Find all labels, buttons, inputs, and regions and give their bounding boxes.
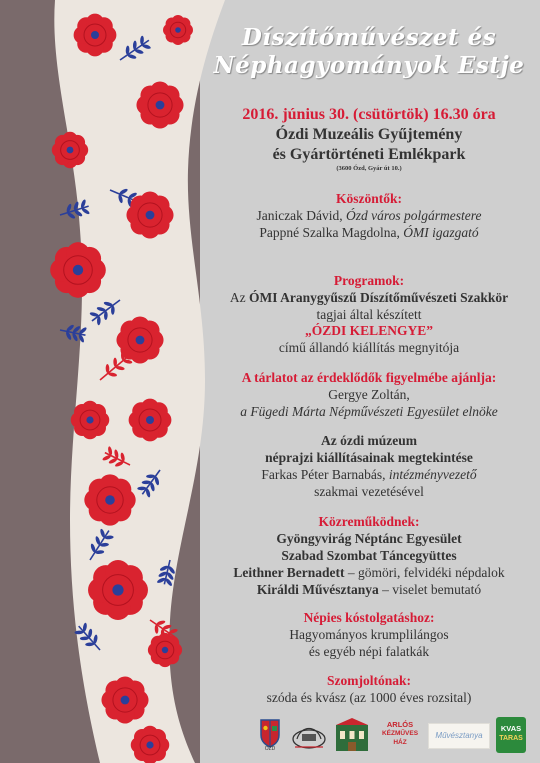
participants-line3: Leithner Bernadett – gömöri, felvidéki népdalok (233, 565, 505, 580)
programs-line4: című állandó kiállítás megnyitója (278, 340, 460, 355)
arlos-kezmuves-haz-logo: ARLÓS KÉZMŰVES HÁZ (381, 720, 419, 746)
muvesztanya-logo: Művésztanya (428, 723, 490, 749)
programs-line2: tagjai által készített (316, 307, 422, 322)
ozd-logo-label: ÓZD (264, 746, 276, 752)
venue-address: (3600 Ózd, Gyár út 10.) (336, 165, 402, 172)
venue-line1: Ózdi Muzeális Gyűjtemény (275, 126, 463, 143)
event-datetime: 2016. június 30. (csütörtök) 16.30 óra (242, 106, 496, 123)
embroidered-flower (116, 316, 163, 363)
poster-title-line2: Néphagyományok Estje (213, 52, 525, 79)
participants-line1: Gyöngyvirág Néptánc Egyesület (276, 531, 462, 546)
participants-heading: Közreműködnek: (318, 514, 420, 529)
embroidered-flower (74, 14, 117, 57)
embroidered-flower (136, 81, 183, 128)
museum-line1: Az ózdi múzeum (321, 433, 417, 448)
museum-line2: néprajzi kiállításainak megtekintése (265, 450, 473, 465)
tasting-line1: Hagyományos krumplilángos (289, 627, 449, 642)
greeting-heading: Köszöntők: (335, 191, 402, 206)
tasting-heading: Népies kóstolgatáshoz: (303, 610, 435, 625)
embroidered-flower (131, 726, 170, 763)
embroidered-flower (101, 676, 148, 723)
programs-line1: Az ÓMI Aranygyűszű Díszítőművészeti Szakkör (229, 290, 509, 305)
embroidered-flower (129, 399, 172, 442)
greeting-line1: Janiczak Dávid, Ózd város polgármestere (256, 208, 482, 223)
embroidered-flower (84, 474, 135, 525)
sponsor-logos (258, 717, 528, 757)
embroidered-flower (50, 242, 106, 298)
programs-heading: Programok: (333, 273, 405, 288)
thirst-line1: szóda és kvász (az 1000 éves rozsital) (266, 690, 472, 705)
embroidered-flower (163, 15, 193, 45)
building-logo (334, 717, 370, 753)
programs-exhibition-title: „ÓZDI KELENGYE” (305, 323, 433, 338)
embroidered-flower (126, 191, 173, 238)
recommend-heading: A tárlatot az érdeklődők figyelmébe ajánlja: (241, 370, 497, 385)
museum-line4: szakmai vezetésével (314, 484, 424, 499)
embroidered-flower (71, 401, 110, 440)
thirst-heading: Szomjoltónak: (327, 673, 411, 688)
venue-line2: és Gyártörténeti Emlékpark (272, 146, 466, 163)
museum-logo (291, 717, 327, 753)
kvas-taras-logo: KVAS TARAS (496, 717, 526, 753)
participants-line4: Királdi Művésztanya – viselet bemutató (256, 582, 482, 597)
embroidered-flower (148, 633, 182, 667)
participants-line2: Szabad Szombat Táncegyüttes (281, 548, 457, 563)
embroidered-flower (88, 560, 148, 620)
museum-line3: Farkas Péter Barnabás, intézményvezető (261, 467, 477, 482)
recommend-line2: a Fügedi Márta Népművészeti Egyesület elnöke (240, 404, 498, 419)
tasting-line2: és egyéb népi falatkák (308, 644, 430, 659)
recommend-line1: Gergye Zoltán, (328, 387, 410, 402)
poster-title-line1: Díszítőművészet és (241, 24, 497, 51)
embroidered-flower (52, 132, 88, 168)
greeting-line2: Pappné Szalka Magdolna, ÓMI igazgató (259, 225, 479, 240)
ozd-coat-of-arms-logo (258, 717, 282, 753)
